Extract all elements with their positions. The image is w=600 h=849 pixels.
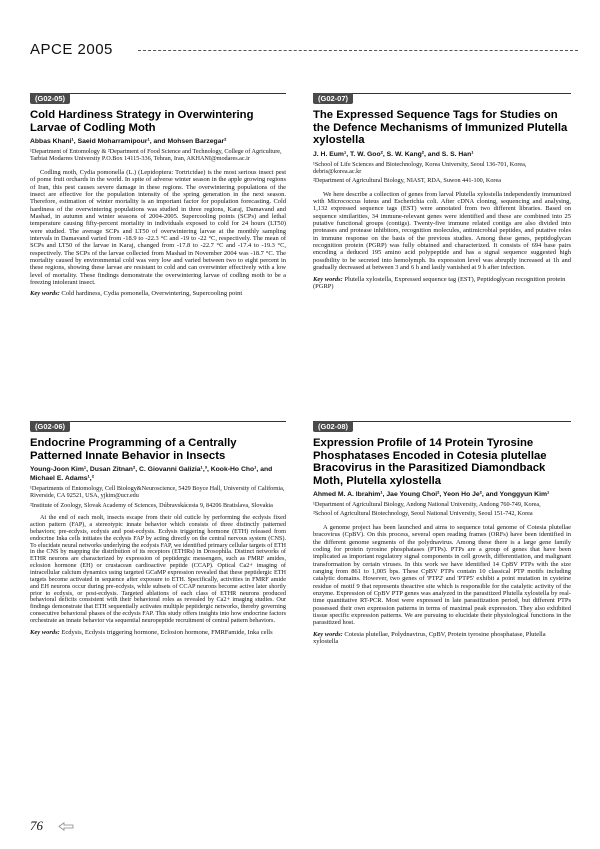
abstract-text: We here describe a collection of genes from larval Plutella xylostella independently immunized with Micrococcus luteus and Escherichia coli. After cDNA cloning, sequencing and analysing, 1,132 expressed sequence tags (EST) were annotated from two different libraries. Based on sequence similarities, 34 immune-relevant genes were identified and these are combined into 25 putative functional groups (contigs). Twenty-five immune related contigs are also divided into proteases and protease inhibitors, recognition molecules, antimicrobial peptides, and putative roles in immune response on the basis of the previous studies. Among these genes, peptidoglycan recognition protein (PGRP) was fully obtained and characterized. It consists of 694 base pairs encoding a deduced 195 amino acid polypeptide and has a signal sequence suggested high possibility to be secreted into hemolymph. Its expression level was abruptly increased at 1h and gradually decreased at between 3 and 6 h and lastly vanished at 9 h after infection. xyxy=(313,190,571,272)
conference-title: APCE 2005 xyxy=(30,41,113,58)
keywords-text: Ecdysis, Ecdysis triggering hormone, Eclosion hormone, FMRFamide, Inka cells xyxy=(61,628,273,636)
paper-authors: Young-Joon Kim¹, Dusan Zitnan², C. Giovanni Galizia¹,³, Kook-Ho Cho¹, and Michael E. Adams¹,² xyxy=(30,466,273,482)
page-number: 76 xyxy=(30,818,43,833)
affiliation: ²Department of Agricultural Biology, NIAST, RDA, Suwon 441-100, Korea xyxy=(313,177,501,185)
keywords xyxy=(30,290,286,298)
abstract-g02-05 xyxy=(30,93,286,298)
paper-code-badge: (G02-07) xyxy=(313,93,353,104)
paper-authors: Abbas Khani¹, Saeid Moharramipour¹, and Mohsen Barzegar² xyxy=(30,138,227,145)
keywords-text: Cotesia plutellae, Polydnavirus, CpBV, Protein tyrosine phosphatase, Plutella xylostella xyxy=(313,630,546,646)
keywords-text: Plutella xylostella, Expressed sequence tag (EST), Peptidoglycan recognition protein (PGRP) xyxy=(313,275,566,291)
paper-code-badge: (G02-05) xyxy=(30,93,70,104)
abstract-g02-08 xyxy=(313,421,571,646)
running-header xyxy=(30,42,578,58)
keywords xyxy=(313,631,571,647)
abstract-text: Codling moth, Cydia pomonella (L.) (Lepidoptera: Tortricidae) is the most serious insect pest of pome fruit orchards in the world. In spite of adverse winter season in the apple growing regions of Iran, this pest causes severe damage in these regions. The overwintering populations of the insect are effective for the population intensity of the spring generation in the next season. Therefore, estimation of winter mortality is an important factor for population forecasting. Cold hardiness of the overwintering populations was studied in three regions, Karaj, Damavand and Mashad, in autumn and winter seasons of 2004-2005. Supercooling points (SCPs) and lethal temperature causing fifty-percent mortality in individuals exposed to cold for 24 hours (LT50) were studied. The average SCPs and LT50 of overwintering larvae at the monthly sampling intervals in Damavand varied from -18.9 to -22.3 °C and -19 to -22 °C, respectively. The mean of SCPs and LT50 of the larvae in Karaj, changed from -17.8 to -22.7 °C and -17.4 to -19.3 °C, respectively. The SCPs of the larvae collected from Mashad in November 2004 was -18.7 °C. The mortality caused by environmental cold was very low and varied between two to eight percent in these regions, showing these larvae are resistant to cold and can overwinter effectively with a low level of mortality. These findings demonstrate the overwintering larvae of codling moth to be a freezing intolerant insect. xyxy=(30,168,286,286)
paper-title: Cold Hardiness Strategy in Overwintering Larvae of Codling Moth xyxy=(30,109,254,134)
keywords xyxy=(313,276,571,292)
left-arrow-icon xyxy=(58,822,74,831)
keywords-text: Cold hardiness, Cydia pomonella, Overwintering, Supercooling point xyxy=(61,290,243,298)
paper-code-badge: (G02-08) xyxy=(313,421,353,432)
keywords-label: Key words: xyxy=(313,275,343,283)
paper-authors: J. H. Eum¹, T. W. Goo², S. W. Kang², and S. S. Han¹ xyxy=(313,150,474,158)
affiliation: ¹Department of Agricultural Biology, Andong National University, Andong 760-749, Korea, xyxy=(313,501,541,508)
paper-authors: Ahmed M. A. Ibrahim¹, Jae Young Choi², Yeon Ho Je², and Yonggyun Kim¹ xyxy=(313,491,550,498)
keywords-label: Key words: xyxy=(30,290,60,298)
paper-code-badge: (G02-06) xyxy=(30,421,70,432)
abstract-text: A genome project has been launched and aims to sequence total genome of Cotesia plutellae bracovirus (CpBV). On this process, several open reading frames (ORFs) have been identified in the different genome segments of the polydnavirus. Among these there is a large gene family coding for protein tyrosine phosphatases (PTPs). PTPs are a group of genes that have been implicated as important regulatory signal components in cell growth, differentiation, and malignant transformation by certain viruses. In this work we have identified 14 CpBV PTPs with the size ranging from 861 to 1,005 bps. These CpBV PTPs contain 10 classical PTP motifs including catalytic domains. However, two genes of 'PTP2' and 'PTP5' exhibit a point mutation in cysteine residue of motif 9 that represents theactive site which is responsible for the catalytic activity of the enzyme. Expression of CpBV PTP genes was analyzed in the parasitized Plutella xylostella by real-time quantitative RT-PCR. Most were expressed in late parasitization period, but different PTPs possessed their own expression patterns in terms of maximal peak expression. They also exhibited tissue specific expression patterns. We are pursuing to elucidate their physiological functions in the parasitized host. xyxy=(313,523,571,627)
paper-title: Expression Profile of 14 Protein Tyrosine Phosphatases Encoded in Cotesia plutellae Bracovirus in the Parasitized Diamondback Moth, Plutella xylostella xyxy=(313,437,547,487)
section-rule xyxy=(313,421,571,434)
abstract-text: At the end of each molt, insects escape from their old cuticle by performing the ecdysis fixed action pattern (FAP), a stereotypic innate behavior which consists of three distinctly patterned behaviors; pre-ecdysis, ecdysis and post-ecdysis. Ecdysis triggering hormone (ETH) released from endocrine Inka cells initiates the ecdysis FAP by acting directly on the central nervous system (CNS). To elucidate neural networks underlying the ecdysis FAP, we identified primary cellular targets of ETH in the CNS by mapping the distribution of its receptors (ETHRs) in Drosophila. Distinct networks of ETHR neurons are characterized by expression of peptidergic messengers, such as FMRF amides, eclosion hormone (EH) or crustacean cardioactive peptide (CCAP). Optical Ca2+ imaging of intracellular calcium dynamics using targeted GCaMP expression revealed that these peptidergic ETH targets become activated in sequence after exposure to ETH. Specifically, activities in FMRF amide and EH neurons occur during pre-ecdysis, while subsets of CCAP neurons become active later shortly prior to ecdysis, or post-ecdysis. Targeted ablations of each class of ETHR neurons produced behavioral deficits consistent with their behavioral roles as revealed by Ca2+ imaging studies. Our findings demonstrate that ETH sequentially activates multiple peptidergic networks, thereby governing consecutive behavioral phases of the ecdysis FAP. This study offers insights into how endocrine factors orchestrate an innate behavior via sequential neuropeptide recruitment of central pattern behaviors. xyxy=(30,514,286,624)
keywords-label: Key words: xyxy=(313,630,343,638)
paper-title: The Expressed Sequence Tags for Studies on the Defence Mechanisms of Immunized Plutella xylostella xyxy=(313,109,568,146)
keywords xyxy=(30,629,286,637)
abstract-g02-07 xyxy=(313,93,571,291)
abstract-g02-06 xyxy=(30,421,286,637)
section-rule xyxy=(30,93,286,106)
affiliation: ¹School of Life Sciences and Biotechnology, Korea University, Seoul 136-701, Korea, debris@korea.ac.kr xyxy=(313,160,527,175)
affiliation: ²Institute of Zoology, Slovak Academy of Sciences, Dúbravskácesta 9, 84206 Bratislava, Slovakia xyxy=(30,501,273,509)
section-rule xyxy=(30,421,286,434)
header-divider xyxy=(138,50,578,51)
affiliation: ¹Departments of Entomology, Cell Biology&Neuroscience, 5429 Boyce Hall, University of California, Riverside, CA 92521, USA, yjkim@ucr.edu xyxy=(30,485,285,500)
paper-title: Endocrine Programming of a Centrally Patterned Innate Behavior in Insects xyxy=(30,437,237,462)
section-rule xyxy=(313,93,571,106)
affiliation: ²School of Agricultural Biotechnology, Seoul National University, Seoul 151-742, Korea xyxy=(313,510,533,518)
keywords-label: Key words: xyxy=(30,628,60,636)
affiliation: ¹Department of Entomology & ²Department of Food Science and Technology, College of Agriculture, Tarbiat Modarres University P.O.Box 14115-336, Tehran, Iran, AKHANI@modares.ac.ir xyxy=(30,148,282,163)
